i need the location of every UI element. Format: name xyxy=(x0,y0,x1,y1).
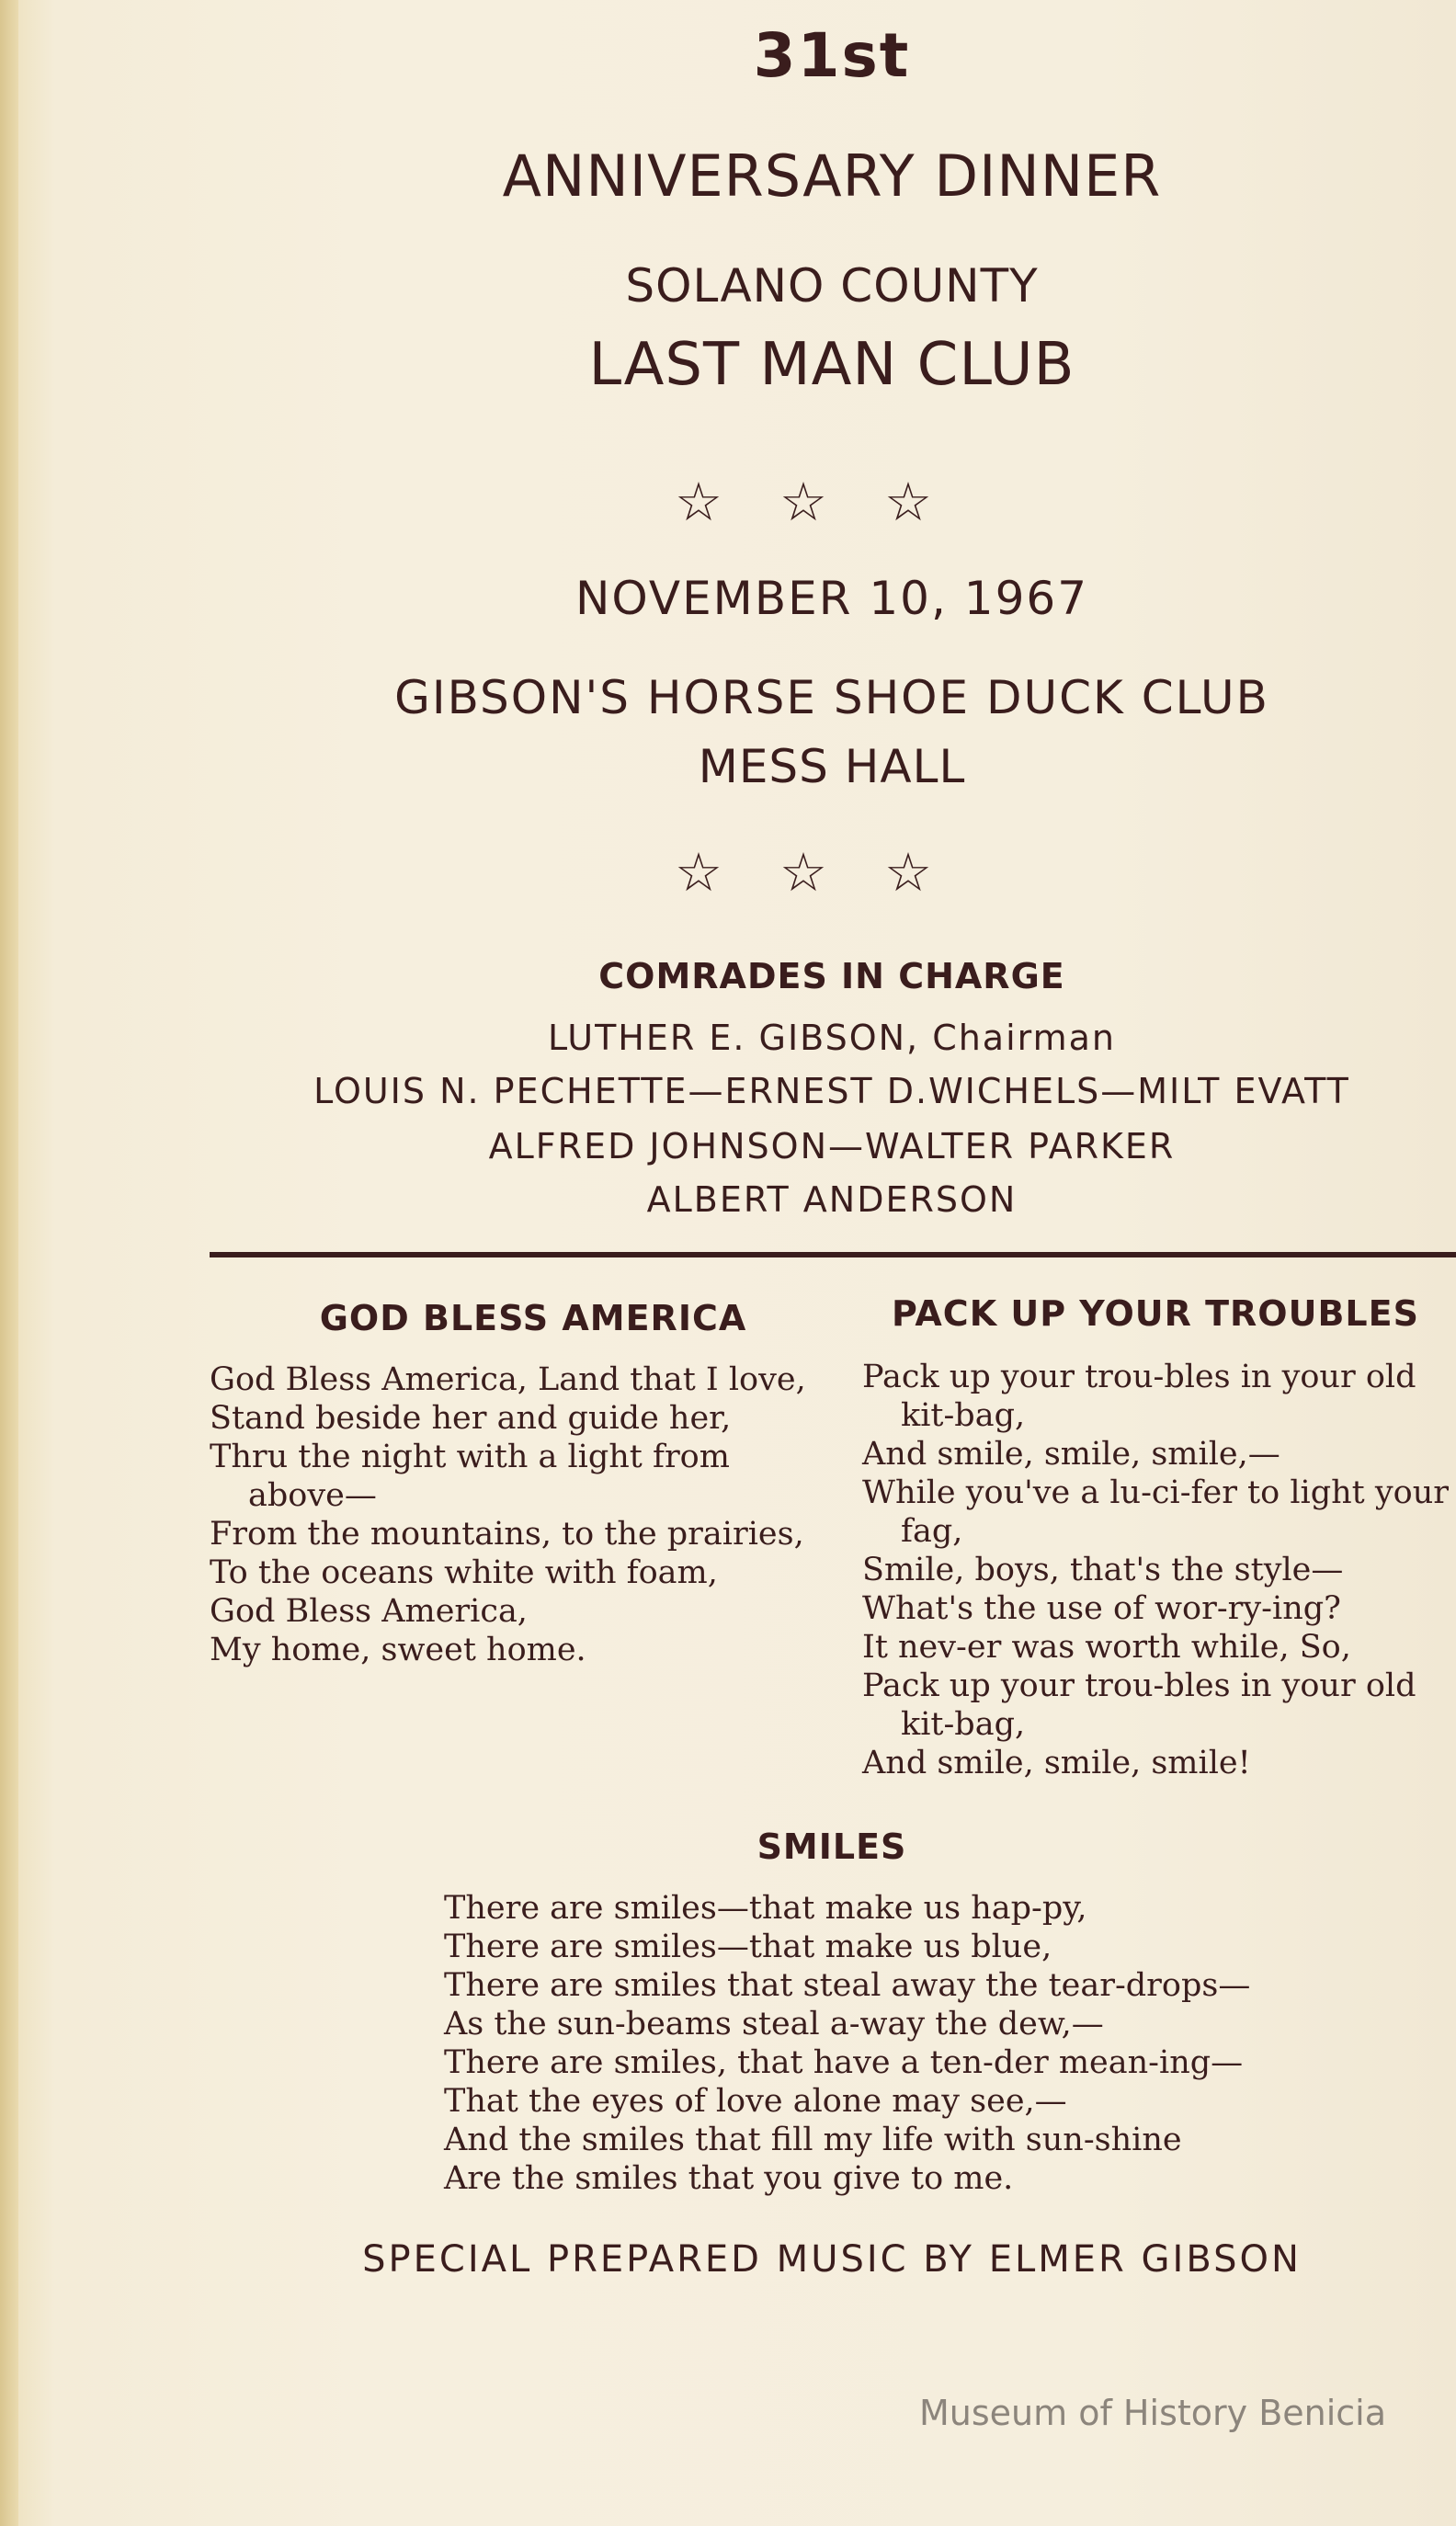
star-icons-top: ☆☆☆ xyxy=(675,471,989,533)
lyric-line: Stand beside her and guide her, xyxy=(210,1400,732,1437)
lyric-line: And the smiles that fill my life with sun-shine xyxy=(444,2122,1182,2158)
lyric-line: kit-bag, xyxy=(901,1397,1026,1434)
lyric-line: Thru the night with a light from xyxy=(210,1439,730,1475)
lyric-line: While you've a lu-ci-fer to light your xyxy=(862,1474,1449,1511)
lyric-line: fag, xyxy=(901,1513,963,1550)
song-lyrics-smiles xyxy=(444,1889,1250,2198)
lyric-line: kit-bag, xyxy=(901,1706,1026,1743)
lyric-line: As the sun-beams steal a-way the dew,— xyxy=(444,2006,1104,2042)
lyric-line: And smile, smile, smile! xyxy=(862,1745,1251,1781)
event-title: ANNIVERSARY DINNER xyxy=(502,142,1162,210)
lyric-line: Pack up your trou-bles in your old xyxy=(862,1359,1416,1395)
lyric-line: It nev-er was worth while, So, xyxy=(862,1629,1351,1666)
lyric-line: To the oceans white with foam, xyxy=(210,1554,718,1591)
song-title-pack-up-your-troubles: PACK UP YOUR TROUBLES xyxy=(892,1293,1419,1334)
lyric-line: There are smiles—that make us hap-py, xyxy=(444,1890,1087,1927)
lyric-line: That the eyes of love alone may see,— xyxy=(444,2083,1067,2120)
lyric-line: above— xyxy=(248,1477,377,1514)
event-date: NOVEMBER 10, 1967 xyxy=(575,572,1088,625)
comrades-line-4: ALBERT ANDERSON xyxy=(646,1179,1018,1220)
lyric-line: Are the smiles that you give to me. xyxy=(444,2160,1014,2197)
song-lyrics-god-bless-america xyxy=(210,1360,806,1669)
lyric-line: God Bless America, xyxy=(210,1593,528,1630)
comrades-line-chairman: LUTHER E. GIBSON, Chairman xyxy=(547,1018,1116,1058)
comrades-line-2: LOUIS N. PECHETTE—ERNEST D.WICHELS—MILT EVATT xyxy=(313,1071,1350,1111)
comrades-heading: COMRADES IN CHARGE xyxy=(598,956,1065,996)
lyric-line: There are smiles that steal away the tear-drops— xyxy=(444,1967,1251,2004)
song-lyrics-pack-up-your-troubles xyxy=(862,1358,1449,1782)
lyric-line: God Bless America, Land that I love, xyxy=(210,1361,806,1398)
lyric-line: There are smiles—that make us blue, xyxy=(444,1929,1052,1965)
lyric-line: From the mountains, to the prairies, xyxy=(210,1516,804,1553)
club-name: LAST MAN CLUB xyxy=(588,331,1075,399)
lyric-line: Smile, boys, that's the style— xyxy=(862,1552,1344,1588)
star-icons-bottom: ☆☆☆ xyxy=(675,841,989,904)
venue-line-2: MESS HALL xyxy=(698,740,966,793)
county-name: SOLANO COUNTY xyxy=(625,259,1039,313)
anniversary-number: 31st xyxy=(753,20,911,91)
lyric-line: What's the use of wor-ry-ing? xyxy=(862,1590,1341,1627)
lyric-line: There are smiles, that have a ten-der mean-ing— xyxy=(444,2044,1244,2081)
comrades-line-3: ALFRED JOHNSON—WALTER PARKER xyxy=(488,1126,1176,1166)
song-title-smiles: SMILES xyxy=(756,1826,907,1867)
venue-line-1: GIBSON'S HORSE SHOE DUCK CLUB xyxy=(394,671,1269,724)
lyric-line: And smile, smile, smile,— xyxy=(862,1436,1280,1473)
lyric-line: Pack up your trou-bles in your old xyxy=(862,1667,1416,1704)
section-divider xyxy=(210,1252,1456,1257)
song-title-god-bless-america: GOD BLESS AMERICA xyxy=(319,1298,747,1338)
lyric-line: My home, sweet home. xyxy=(210,1632,586,1668)
museum-watermark: Museum of History Benicia xyxy=(919,2393,1387,2433)
music-credit: SPECIAL PREPARED MUSIC BY ELMER GIBSON xyxy=(362,2238,1302,2281)
